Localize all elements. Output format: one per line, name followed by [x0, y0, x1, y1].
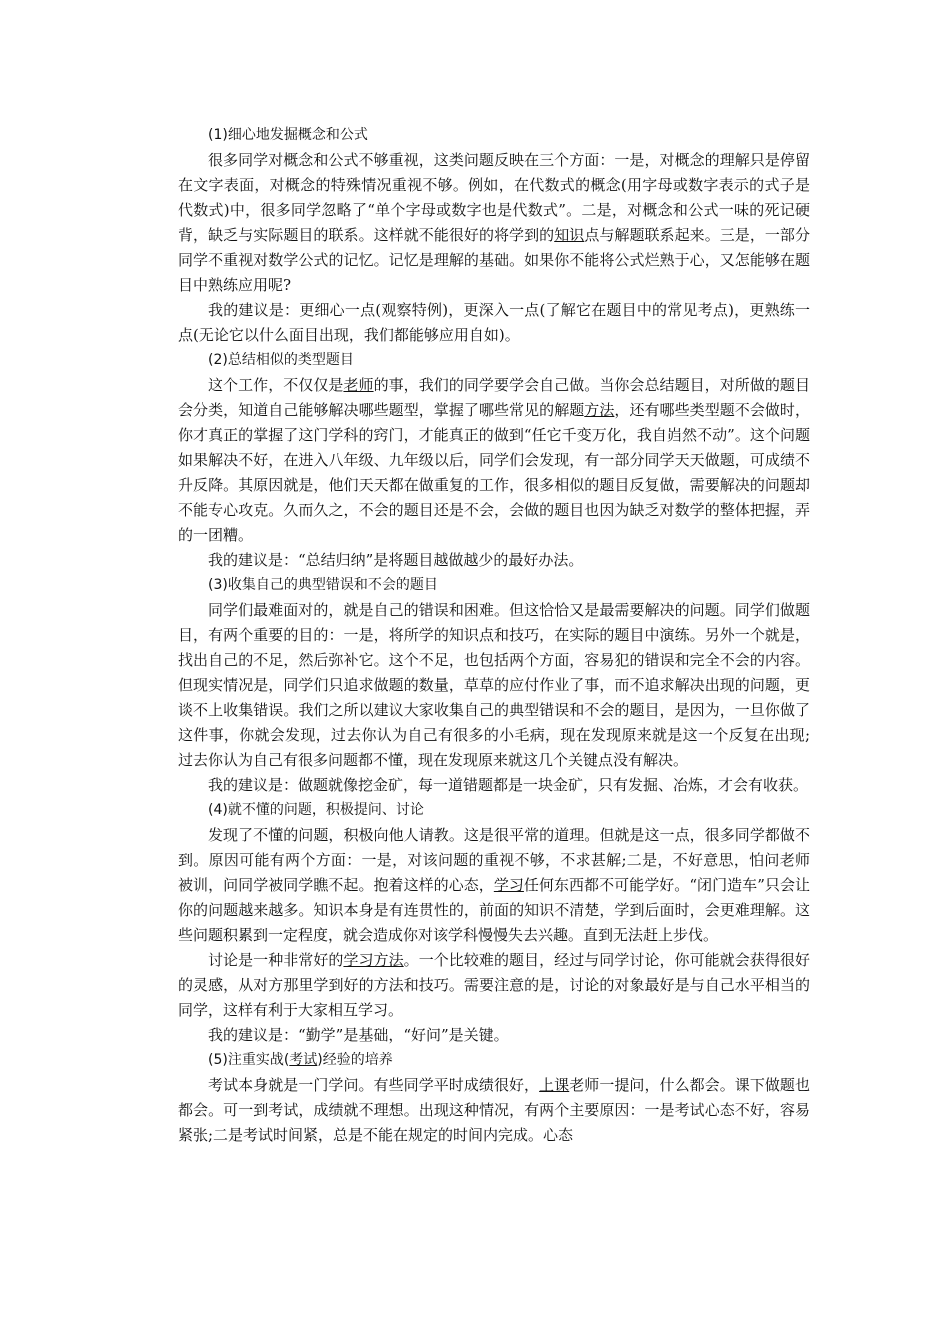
- body-paragraph: [178, 1023, 810, 1048]
- text-segment: 考试本身就是一门学问。有些同学平时成绩很好，: [208, 1076, 540, 1094]
- text-segment: )经验的培养: [317, 1052, 393, 1068]
- body-paragraph: [178, 298, 810, 348]
- underlined-link-text: 方法: [584, 401, 615, 419]
- body-paragraph: [178, 548, 810, 573]
- underlined-link-text: 学习方法: [343, 951, 404, 969]
- text-segment: (4)就不懂的问题，积极提问、讨论: [208, 802, 424, 818]
- text-segment: 讨论是一种非常好的: [208, 951, 344, 969]
- body-paragraph: [178, 948, 810, 1023]
- body-paragraph: [178, 148, 810, 298]
- text-segment: 发现了不懂的问题，积极向他人请教。这是很平常的道理。但就是这一点，很多同学都做不到。原因可能有两个方面：一是，对该问题的重视不够，不求甚解;二是，不好意思，怕问老师被训，问同学被同学瞧不起。抱着这样的心态，: [178, 826, 810, 894]
- text-segment: (1)细心地发掘概念和公式: [208, 127, 368, 143]
- underlined-link-text: 老师: [343, 376, 374, 394]
- text-segment: (2)总结相似的类型题目: [208, 352, 354, 368]
- section-heading: [178, 798, 810, 823]
- body-paragraph: [178, 373, 810, 548]
- text-segment: ，还有哪些类型题不会做时，你才真正的掌握了这门学科的窍门，才能真正的做到“任它千变万化，我自岿然不动”。这个问题如果解决不好，在进入八年级、九年级以后，同学们会发现，有一部分同学天天做题，可成绩不升反降。其原因就是，他们天天都在做重复的工作，很多相似的题目反复做，需要解决的问题却不能专心攻克。久而久之，不会的题目还是不会，会做的题目也因为缺乏对数学的整体把握，弄的一团糟。: [178, 401, 810, 544]
- underlined-link-text: 考试: [289, 1052, 318, 1068]
- text-segment: (5)注重实战(: [208, 1052, 290, 1068]
- section-heading: [178, 573, 810, 598]
- text-segment: (3)收集自己的典型错误和不会的题目: [208, 577, 438, 593]
- body-paragraph: [178, 598, 810, 773]
- body-paragraph: [178, 1073, 810, 1148]
- text-segment: 点与解题联系起来。三是，一部分同学不重视对数学公式的记忆。记忆是理解的基础。如果你不能将公式烂熟于心，又怎能够在题目中熟练应用呢?: [178, 226, 810, 294]
- underlined-link-text: 知识: [554, 226, 585, 244]
- text-segment: 我的建议是：做题就像挖金矿，每一道错题都是一块金矿，只有发掘、冶炼，才会有收获。: [208, 776, 809, 794]
- body-paragraph: [178, 823, 810, 948]
- text-segment: 老师一提问，什么都会。课下做题也都会。可一到考试，成绩就不理想。出现这种情况，有两个主要原因：一是考试心态不好，容易紧张;二是考试时间紧，总是不能在规定的时间内完成。心态: [178, 1076, 810, 1144]
- text-segment: 任何东西都不可能学好。“闭门造车”只会让你的问题越来越多。知识本身是有连贯性的，前面的知识不清楚，学到后面时，会更难理解。这些问题积累到一定程度，就会造成你对该学科慢慢失去兴趣。直到无法赶上步伐。: [178, 876, 810, 944]
- text-segment: 我的建议是：“总结归纳”是将题目越做越少的最好办法。: [208, 551, 584, 569]
- section-heading: [178, 1048, 810, 1073]
- text-segment: 很多同学对概念和公式不够重视，这类问题反映在三个方面：一是，对概念的理解只是停留在文字表面，对概念的特殊情况重视不够。例如，在代数式的概念(用字母或数字表示的式子是代数式)中，很多同学忽略了“单个字母或数字也是代数式”。二是，对概念和公式一味的死记硬背，缺乏与实际题目的联系。这样就不能很好的将学到的: [178, 151, 810, 244]
- underlined-link-text: 上课: [539, 1076, 570, 1094]
- document-body: [178, 123, 810, 1148]
- text-segment: 的事，我们的同学要学会自己做。当你会总结题目，对所做的题目会分类，知道自己能够解决哪些题型，掌握了哪些常见的解题: [178, 376, 810, 419]
- text-segment: 这个工作，不仅仅是: [208, 376, 344, 394]
- section-heading: [178, 348, 810, 373]
- text-segment: 我的建议是：更细心一点(观察特例)，更深入一点(了解它在题目中的常见考点)，更熟练一点(无论它以什么面目出现，我们都能够应用自如)。: [178, 301, 810, 344]
- body-paragraph: [178, 773, 810, 798]
- text-segment: 。一个比较难的题目，经过与同学讨论，你可能就会获得很好的灵感，从对方那里学到好的方法和技巧。需要注意的是，讨论的对象最好是与自己水平相当的同学，这样有利于大家相互学习。: [178, 951, 810, 1019]
- text-segment: 我的建议是：“勤学”是基础，“好问”是关键。: [208, 1026, 509, 1044]
- section-heading: [178, 123, 810, 148]
- underlined-link-text: 学习: [493, 876, 524, 894]
- text-segment: 同学们最难面对的，就是自己的错误和困难。但这恰恰又是最需要解决的问题。同学们做题目，有两个重要的目的：一是，将所学的知识点和技巧，在实际的题目中演练。另外一个就是，找出自己的不足，然后弥补它。这个不足，也包括两个方面，容易犯的错误和完全不会的内容。但现实情况是，同学们只追求做题的数量，草草的应付作业了事，而不追求解决出现的问题，更谈不上收集错误。我们之所以建议大家收集自己的典型错误和不会的题目，是因为，一旦你做了这件事，你就会发现，过去你认为自己有很多的小毛病，现在发现原来就是这一个反复在出现;过去你认为自己有很多问题都不懂，现在发现原来就这几个关键点没有解决。: [178, 601, 810, 769]
